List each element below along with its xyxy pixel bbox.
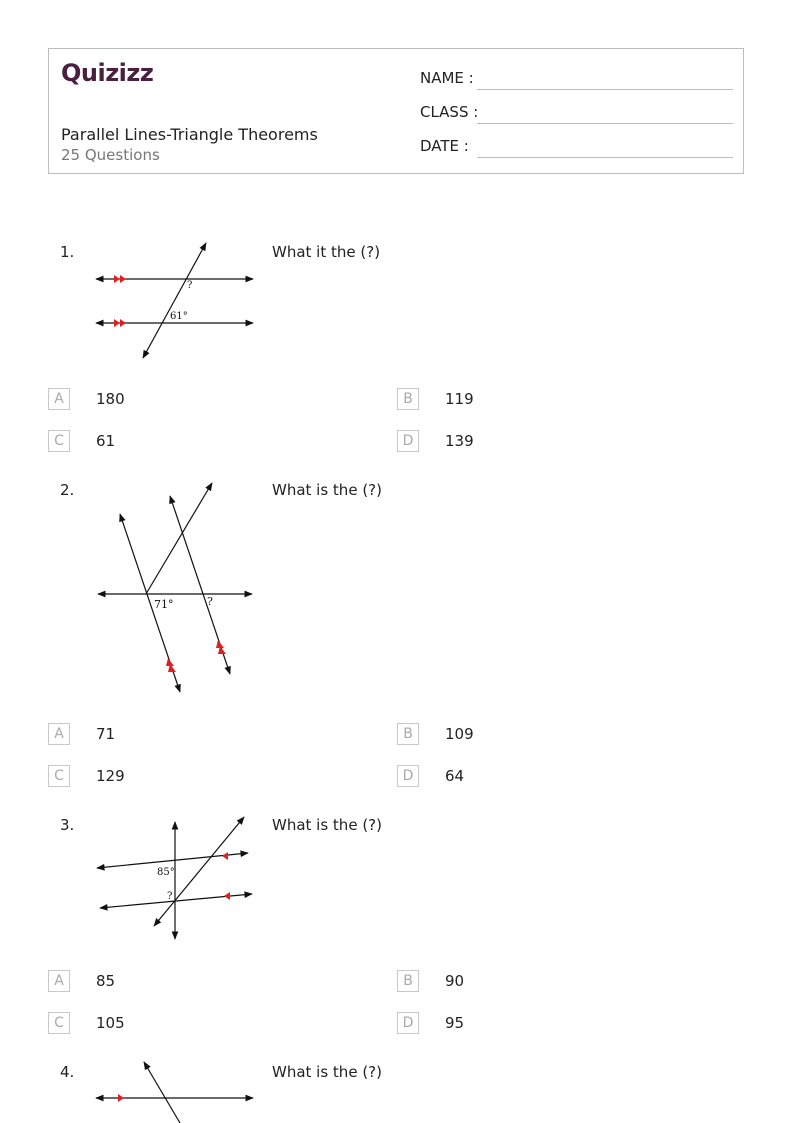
parallel-marker-left (166, 658, 176, 672)
angle-label-unknown: ? (207, 595, 213, 608)
option-2d-letter[interactable]: D (397, 765, 419, 787)
option-3b-letter[interactable]: B (397, 970, 419, 992)
option-2a-letter[interactable]: A (48, 723, 70, 745)
question-1-figure (90, 236, 260, 366)
option-1d-text[interactable]: 139 (445, 432, 474, 450)
option-2c-letter[interactable]: C (48, 765, 70, 787)
question-1-text: What it the (?) (272, 243, 381, 261)
parallel-marker-top (118, 1094, 124, 1102)
worksheet-title: Parallel Lines-Triangle Theorems (61, 125, 318, 144)
option-1c-text[interactable]: 61 (96, 432, 116, 450)
class-line[interactable] (477, 123, 733, 124)
option-2b-text[interactable]: 109 (445, 725, 474, 743)
option-3d-letter[interactable]: D (397, 1012, 419, 1034)
question-3-number: 3. (60, 816, 75, 834)
parallel-marker-top (222, 852, 228, 860)
question-4-figure (90, 1058, 260, 1123)
option-2a-text[interactable]: 71 (96, 725, 116, 743)
question-count: 25 Questions (61, 146, 160, 164)
option-1d-letter[interactable]: D (397, 430, 419, 452)
angle-label-given: 71° (154, 598, 174, 611)
option-1a-letter[interactable]: A (48, 388, 70, 410)
option-2d-text[interactable]: 64 (445, 767, 465, 785)
angle-label-given: 85° (157, 867, 175, 878)
transversal-line (143, 243, 206, 358)
option-3a-text[interactable]: 85 (96, 972, 116, 990)
name-label: NAME : (420, 69, 474, 87)
transversal-line (146, 483, 212, 594)
angle-label-given: 61° (170, 311, 188, 322)
question-3-figure (90, 812, 260, 944)
question-4-text: What is the (?) (272, 1063, 382, 1081)
option-3a-letter[interactable]: A (48, 970, 70, 992)
question-1-number: 1. (60, 243, 75, 261)
option-1c-letter[interactable]: C (48, 430, 70, 452)
option-3b-text[interactable]: 90 (445, 972, 465, 990)
date-line[interactable] (477, 157, 733, 158)
class-label: CLASS : (420, 103, 479, 121)
angle-label-unknown: ? (167, 891, 173, 902)
angle-label-unknown: ? (187, 280, 193, 291)
option-1a-text[interactable]: 180 (96, 390, 125, 408)
option-1b-text[interactable]: 119 (445, 390, 474, 408)
worksheet-header (48, 48, 744, 174)
option-3c-letter[interactable]: C (48, 1012, 70, 1034)
date-label: DATE : (420, 137, 469, 155)
question-2-text: What is the (?) (272, 481, 382, 499)
option-3c-text[interactable]: 105 (96, 1014, 125, 1032)
option-2b-letter[interactable]: B (397, 723, 419, 745)
quizizz-logo: Quizizz (61, 59, 154, 87)
option-1b-letter[interactable]: B (397, 388, 419, 410)
name-line[interactable] (477, 89, 733, 90)
question-2-figure (90, 476, 260, 698)
parallel-marker-top (114, 275, 126, 283)
option-2c-text[interactable]: 129 (96, 767, 125, 785)
parallel-marker-bottom (224, 892, 230, 900)
question-4-number: 4. (60, 1063, 75, 1081)
transversal-line (144, 1062, 180, 1123)
option-3d-text[interactable]: 95 (445, 1014, 465, 1032)
question-2-number: 2. (60, 481, 75, 499)
question-3-text: What is the (?) (272, 816, 382, 834)
parallel-marker-right (216, 640, 226, 654)
parallel-marker-bottom (114, 319, 126, 327)
